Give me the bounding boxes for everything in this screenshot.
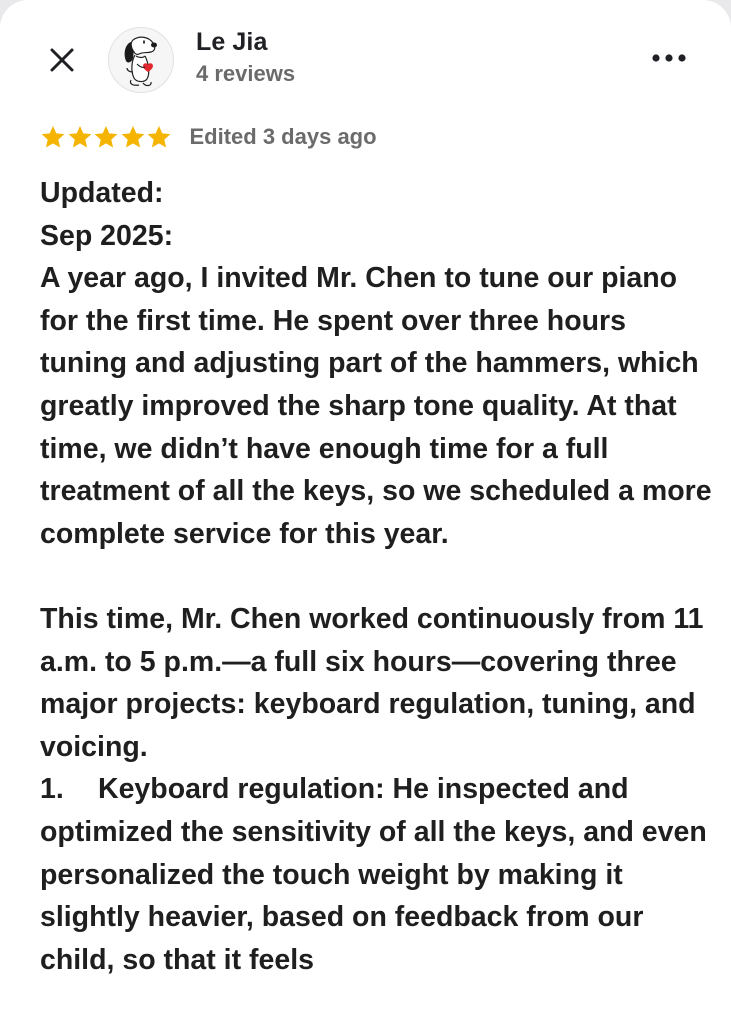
- paragraph-spacer: [40, 555, 712, 598]
- review-heading-updated: Updated:: [40, 177, 164, 209]
- star-icon: [93, 124, 119, 150]
- snoopy-avatar-icon: [109, 28, 173, 92]
- reviewer-name[interactable]: Le Jia: [196, 28, 268, 56]
- list-item-number: 1.: [40, 773, 64, 806]
- close-button[interactable]: [40, 38, 84, 82]
- star-rating: [40, 124, 173, 150]
- avatar[interactable]: [108, 27, 174, 93]
- list-item-text: Keyboard regulation: He inspected and optimized the sensitivity of all the keys, and even personalized the touch weight by making it slightly heavier, based on feedback from our child, so that it feels: [40, 773, 707, 976]
- review-paragraph: A year ago, I invited Mr. Chen to tune our piano for the first time. He spent over three hours tuning and adjusting part of the hammers, which greatly improved the sharp tone quality. At that time, we didn’t have enough time for a full treatment of all the keys, so we scheduled a more complete service for this year.: [40, 262, 712, 550]
- review-heading-date: Sep 2025:: [40, 219, 174, 252]
- review-list-item: [40, 768, 712, 981]
- star-icon: [146, 124, 172, 150]
- review-text: [40, 172, 712, 981]
- edited-timestamp: Edited 3 days ago: [189, 124, 377, 149]
- more-options-button[interactable]: [645, 44, 693, 72]
- rating-row: [40, 122, 377, 152]
- review-paragraph: This time, Mr. Chen worked continuously from 11 a.m. to 5 p.m.—a full six hours—covering three major projects: keyboard regulation, tuning, and voicing.: [40, 602, 704, 763]
- close-icon: [49, 47, 75, 73]
- reviewer-review-count[interactable]: 4 reviews: [196, 61, 296, 86]
- star-icon: [40, 124, 66, 150]
- more-horizontal-icon: [652, 54, 686, 62]
- star-icon: [120, 124, 146, 150]
- star-icon: [67, 124, 93, 150]
